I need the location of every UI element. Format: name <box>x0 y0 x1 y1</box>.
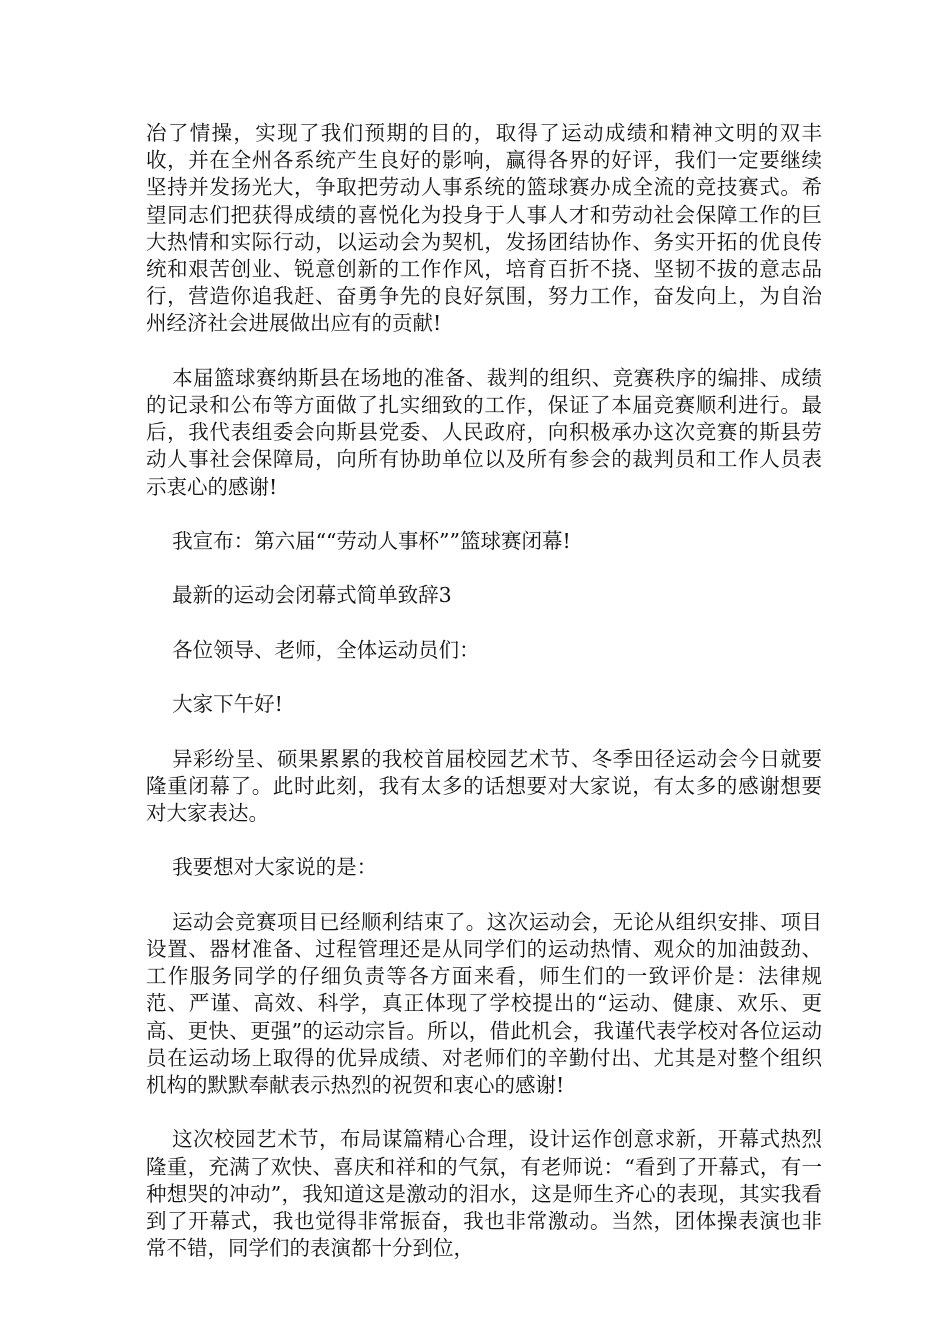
paragraph-10: 这次校园艺术节，布局谋篇精心合理，设计运作创意求新，开幕式热烈隆重，充满了欢快、喜庆和祥和的气氛，有老师说：“看到了开幕式，有一种想哭的冲动”，我知道这是激动的泪水，这是师生齐心的表现，其实我看到了开幕式，我也觉得非常振奋，我也非常激动。当然，团体操表演也非常不错，同学们的表演都十分到位， <box>146 1127 822 1261</box>
paragraph-3: 我宣布：第六届““劳动人事杯””篮球赛闭幕! <box>172 529 571 554</box>
section-heading: 最新的运动会闭幕式简单致辞3 <box>172 583 452 608</box>
paragraph-9: 运动会竞赛项目已经顺利结束了。这次运动会，无论从组织安排、项目设置、器材准备、过程管理还是从同学们的运动热情、观众的加油鼓劲、工作服务同学的仔细负责等各方面来看，师生们的一致评价是：法律规范、严谨、高效、科学，真正体现了学校提出的“运动、健康、欢乐、更高、更快、更强”的运动宗旨。所以，借此机会，我谨代表学校对各位运动员在运动场上取得的优异成绩、对老师们的辛勤付出、尤其是对整个组织机构的默默奉献表示热烈的祝贺和衷心的感谢! <box>146 909 822 1097</box>
document-body <box>146 120 822 1262</box>
paragraph-7: 异彩纷呈、硕果累累的我校首届校园艺术节、冬季田径运动会今日就要隆重闭幕了。此时此刻，我有太多的话想要对大家说，有太多的感谢想要对大家表达。 <box>146 746 822 825</box>
paragraph-2: 本届篮球赛纳斯县在场地的准备、裁判的组织、竞赛秩序的编排、成绩的记录和公布等方面做了扎实细致的工作，保证了本届竞赛顺利进行。最后，我代表组委会向斯县党委、人民政府，向积极承办这次竞赛的斯县劳动人事社会保障局，向所有协助单位以及所有参会的裁判员和工作人员表示衷心的感谢! <box>146 365 822 499</box>
salutation: 各位领导、老师，全体运动员们： <box>172 637 480 662</box>
paragraph-8: 我要想对大家说的是： <box>172 855 378 880</box>
greeting: 大家下午好! <box>172 692 283 717</box>
paragraph-1: 冶了情操，实现了我们预期的目的，取得了运动成绩和精神文明的双丰收，并在全州各系统产生良好的影响，赢得各界的好评，我们一定要继续坚持并发扬光大，争取把劳动人事系统的篮球赛办成全流的竞技赛式。希望同志们把获得成绩的喜悦化为投身于人事人才和劳动社会保障工作的巨大热情和实际行动，以运动会为契机，发扬团结协作、务实开拓的优良传统和艰苦创业、锐意创新的工作作风，培育百折不挠、坚韧不拔的意志品行，营造你追我赶、奋勇争先的良好氛围，努力工作，奋发向上，为自治州经济社会进展做出应有的贡献! <box>146 121 822 336</box>
